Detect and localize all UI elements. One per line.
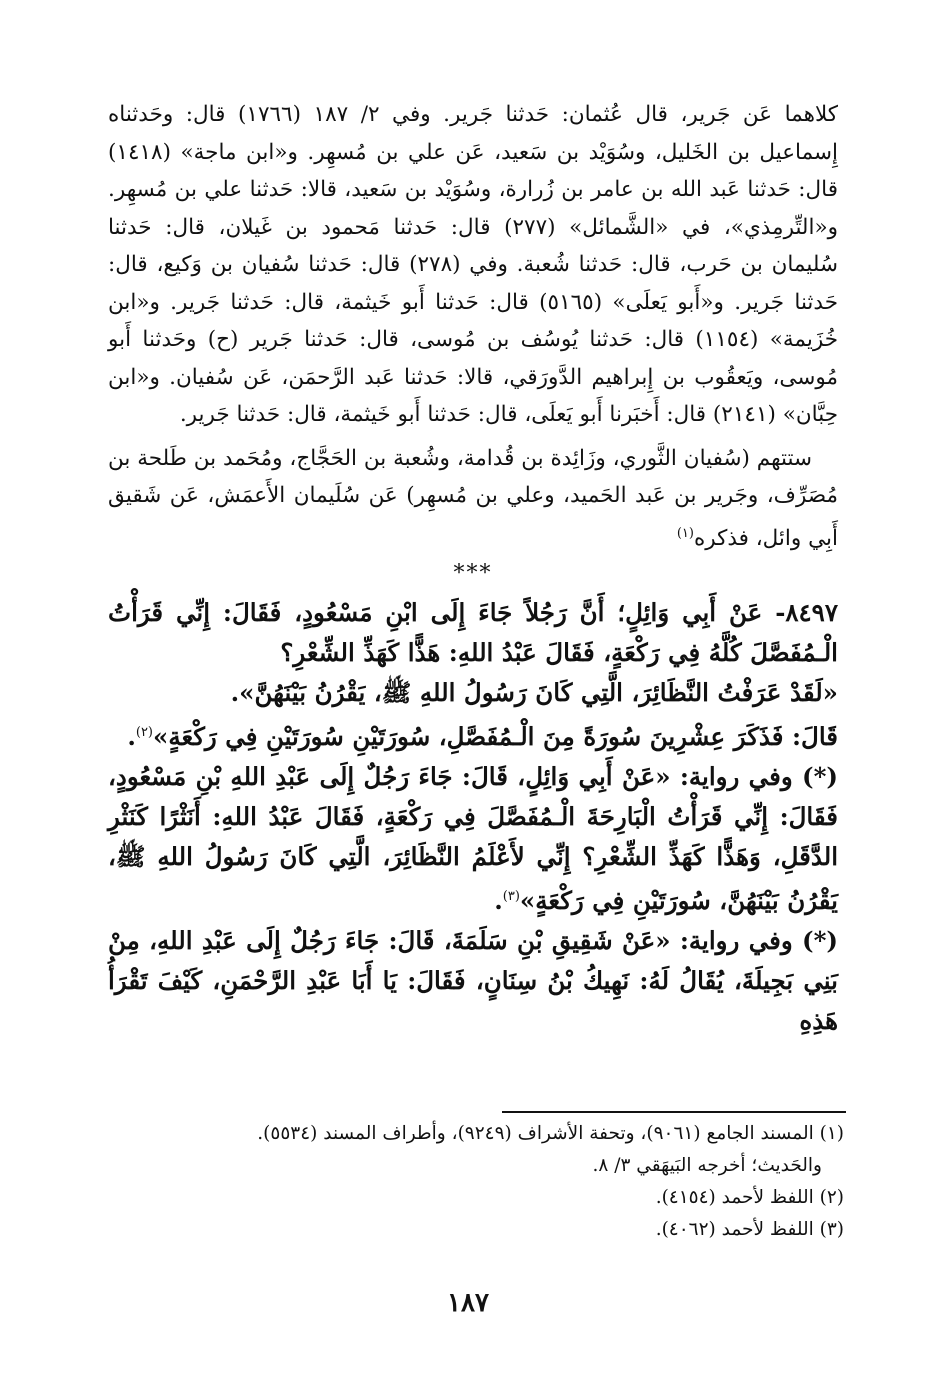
footnote-ref-3: (٣) <box>502 889 520 905</box>
narration-variant-1-text: (*) وفي رواية: «عَنْ أَبِي وَائِلٍ، قَالَ: جَاءَ رَجُلٌ إِلَى عَبْدِ اللهِ بْنِ مَسْعُودٍ، فَقَالَ: إِنِّي قَرَأْتُ الْبَارِحَةَ الْـمُفَصَّلَ فِي رَكْعَةٍ، فَقَالَ عَبْدُ اللهِ: أَنَثْرًا كَنَثْرِ الدَّقَلِ، وَهَذًّا كَهَذِّ الشِّعْرِ؟ إِنِّي لأَعْلَمُ النَّظَائِرَ، الَّتِي كَانَ رَسُولُ اللهِ ﷺ، يَقْرُنُ بَيْنَهُنَّ، سُورَتَيْنِ فِي رَكْعَةٍ» <box>108 762 838 916</box>
hadith-text: عَنْ أَبِي وَائِلٍ؛ أَنَّ رَجُلاً جَاءَ إِلَى ابْنِ مَسْعُودٍ، فَقَالَ: إِنِّي قَرَأْتُ الْـمُفَصَّلَ كُلَّهُ فِي رَكْعَةٍ، فَقَالَ عَبْدُ اللهِ: هَذًّا كَهَذِّ الشِّعْرِ؟ <box>108 598 838 668</box>
narration-variant-2: (*) وفي رواية: «عَنْ شَقِيقِ بْنِ سَلَمَةَ، قَالَ: جَاءَ رَجُلٌ إِلَى عَبْدِ اللهِ، مِنْ بَنِي بَجِيلَةَ، يُقَالُ لَهُ: نَهِيكُ بْنُ سِنَانٍ، فَقَالَ: يَا أَبَا عَبْدِ الرَّحْمَنِ، كَيْفَ تَقْرَأُ هَذِهِ <box>108 926 838 1036</box>
footnote-1-continued: والحَديث؛ أخرجه البَيهَقي ٣/ ٨. <box>592 1155 822 1176</box>
footnote-3: (٣) اللفظ لأحمد (٤٠٦٢). <box>655 1219 844 1240</box>
chain-summary-paragraph <box>108 440 838 558</box>
hadith-quote: «لَقَدْ عَرَفْتُ النَّظَائِرَ، الَّتِي كَانَ رَسُولُ اللهِ ﷺ، يَقْرُنُ بَيْنَهُنَّ». <box>230 678 838 708</box>
section-separator: *** <box>453 561 493 587</box>
footnote-divider <box>502 1111 846 1113</box>
chain-summary-text: ستتهم (سُفيان الثَّوري، وزَائِدة بن قُدامة، وشُعبة بن الحَجَّاج، ومُحَمد بن طَلحة بن مُصَرِّف، وجَرير بن عَبد الحَميد، وعلي بن مُسهِر) عَن سُلَيمان الأَعمَش، عَن شَقيق أَبِي وائل، فذكره <box>108 445 838 551</box>
sources-paragraph: كلاهما عَن جَرير، قال عُثمان: حَدثنا جَرير. وفي ٢/ ١٨٧ (١٧٦٦) قال: وحَدثناه إِسماعيل بن الخَليل، وسُوَيْد بن سَعيد، عَن علي بن مُسهِر. و«ابن ماجة» (١٤١٨) قال: حَدثنا عَبد الله بن عامر بن زُرارة، وسُوَيْد بن سَعيد، قالا: حَدثنا علي بن مُسهِر. و«التِّرمِذي»، في «الشَّمائل» (٢٧٧) قال: حَدثنا مَحمود بن غَيلان، قال: حَدثنا سُليمان بن حَرب، قال: حَدثنا شُعبة. وفي (٢٧٨) قال: حَدثنا سُفيان بن وَكيع، قال: حَدثنا جَرير. و«أَبو يَعلَى» (٥١٦٥) قال: حَدثنا أَبو خَيثمة، قال: حَدثنا جَرير. و«ابن خُزَيمة» (١١٥٤) قال: حَدثنا يُوسُف بن مُوسى، قال: حَدثنا جَرير (ح) وحَدثنا أَبو مُوسى، ويَعقُوب بن إِبراهيم الدَّورَقي، قالا: حَدثنا عَبد الرَّحمَن، عَن سُفيان. و«ابن حِبَّان» (٢١٤١) قال: أَخبَرنا أَبو يَعلَى، قال: حَدثنا أَبو خَيثمة، قال: حَدثنا جَرير. <box>108 102 839 427</box>
footnote-ref-1: (١) <box>676 525 694 541</box>
main-text <box>108 96 838 1041</box>
page-number: ١٨٧ <box>447 1288 489 1318</box>
hadith-conclusion: قَالَ: فَذَكَرَ عِشْرِينَ سُورَةً مِنَ الْـمُفَصَّلِ، سُورَتَيْنِ سُورَتَيْنِ فِي رَكْعَةٍ»$^{(٢)}$. <box>127 722 838 752</box>
narration-variant-1: (*) وفي رواية: «عَنْ أَبِي وَائِلٍ، قَالَ: جَاءَ رَجُلٌ إِلَى عَبْدِ اللهِ بْنِ مَسْعُودٍ، فَقَالَ: إِنِّي قَرَأْتُ الْبَارِحَةَ الْـمُفَصَّلَ فِي رَكْعَةٍ، فَقَالَ عَبْدُ اللهِ: أَنَثْرًا كَنَثْرِ الدَّقَلِ، وَهَذًّا كَهَذِّ الشِّعْرِ؟ إِنِّي لأَعْلَمُ النَّظَائِرَ، الَّتِي كَانَ رَسُولُ اللهِ ﷺ، يَقْرُنُ بَيْنَهُنَّ، سُورَتَيْنِ فِي رَكْعَةٍ»$^{(٣)}$. <box>108 762 838 916</box>
hadith-conclusion-text: قَالَ: فَذَكَرَ عِشْرِينَ سُورَةً مِنَ الْـمُفَصَّلِ، سُورَتَيْنِ سُورَتَيْنِ فِي رَكْعَةٍ» <box>153 722 838 752</box>
footnote-2: (٢) اللفظ لأحمد (٤١٥٤). <box>655 1187 844 1208</box>
footnote-ref-2: (٢) <box>135 725 153 741</box>
hadith-number: ٨٤٩٧- <box>775 598 838 628</box>
footnote-1: (١) المسند الجامع (٩٠٦١)، وتحفة الأشراف (٩٢٤٩)، وأطراف المسند (٥٥٣٤). <box>257 1123 844 1144</box>
hadith-opening <box>108 593 838 673</box>
footnotes <box>108 1118 844 1246</box>
